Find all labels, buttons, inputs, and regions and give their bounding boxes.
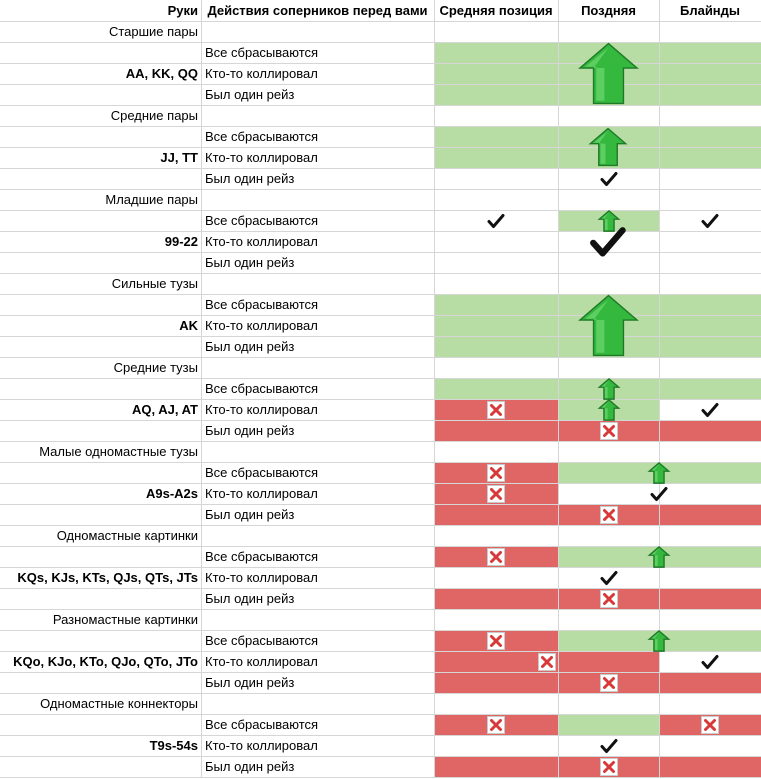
header-actions: Действия соперников перед вами — [207, 3, 428, 18]
action-label: Был один рейз — [205, 675, 295, 690]
category-label: Малые одномастные тузы — [39, 444, 198, 459]
cross-icon — [487, 632, 505, 650]
fold-cell — [434, 420, 558, 441]
row-divider — [0, 336, 761, 337]
row-divider — [0, 147, 761, 148]
check-icon — [589, 225, 627, 259]
check-icon — [701, 654, 719, 670]
row-divider — [0, 273, 761, 274]
fold-cell — [434, 756, 558, 777]
raise-arrow-icon — [575, 292, 642, 359]
cross-icon — [487, 548, 505, 566]
row-divider — [0, 252, 761, 253]
row-divider — [0, 420, 761, 421]
header-middle-position: Средняя позиция — [439, 3, 553, 18]
category-label: Старшие пары — [108, 24, 198, 39]
raise-cell — [659, 630, 761, 651]
raise-cell — [659, 42, 761, 63]
check-icon — [650, 486, 668, 502]
fold-cell — [558, 651, 659, 672]
action-label: Все сбрасываются — [205, 45, 319, 60]
raise-cell — [659, 84, 761, 105]
row-divider — [0, 105, 761, 106]
raise-cell — [659, 546, 761, 567]
category-label: Средние тузы — [113, 360, 198, 375]
action-label: Был один рейз — [205, 255, 295, 270]
raise-cell — [659, 315, 761, 336]
row-divider — [0, 441, 761, 442]
row-divider — [0, 672, 761, 673]
action-label: Кто-то коллировал — [205, 486, 318, 501]
raise-arrow-icon — [647, 461, 671, 485]
cross-icon — [538, 653, 556, 671]
action-label: Кто-то коллировал — [205, 150, 318, 165]
hand-label: A9s-A2s — [145, 486, 198, 501]
cross-icon — [701, 716, 719, 734]
fold-cell — [434, 504, 558, 525]
raise-cell — [659, 147, 761, 168]
action-label: Кто-то коллировал — [205, 570, 318, 585]
action-label: Был один рейз — [205, 423, 295, 438]
raise-cell — [434, 84, 558, 105]
row-divider — [0, 693, 761, 694]
action-label: Кто-то коллировал — [205, 66, 318, 81]
raise-cell — [434, 126, 558, 147]
raise-cell — [434, 147, 558, 168]
row-divider — [0, 189, 761, 190]
category-label: Младшие пары — [105, 192, 198, 207]
header-blinds: Блайнды — [679, 3, 741, 18]
hand-label: 99-22 — [164, 234, 198, 249]
raise-cell — [659, 63, 761, 84]
check-icon — [487, 213, 505, 229]
raise-arrow-icon — [597, 398, 621, 422]
row-divider — [0, 504, 761, 505]
raise-cell — [434, 63, 558, 84]
row-divider — [0, 714, 761, 715]
action-label: Все сбрасываются — [205, 717, 319, 732]
row-divider — [0, 525, 761, 526]
action-label: Был один рейз — [205, 87, 295, 102]
cross-icon — [487, 401, 505, 419]
category-label: Одномастные картинки — [56, 528, 198, 543]
category-label: Разномастные картинки — [52, 612, 198, 627]
row-divider — [0, 168, 761, 169]
hand-label: AK — [179, 318, 198, 333]
raise-cell — [558, 714, 659, 735]
hand-label: AA, KK, QQ — [125, 66, 198, 81]
category-label: Сильные тузы — [111, 276, 198, 291]
action-label: Все сбрасываются — [205, 129, 319, 144]
action-label: Кто-то коллировал — [205, 234, 318, 249]
action-label: Все сбрасываются — [205, 381, 319, 396]
fold-cell — [659, 588, 761, 609]
row-divider — [0, 609, 761, 610]
row-divider — [0, 378, 761, 379]
cross-icon — [600, 758, 618, 776]
action-label: Все сбрасываются — [205, 549, 319, 564]
action-label: Был один рейз — [205, 171, 295, 186]
row-divider — [0, 21, 761, 22]
cross-icon — [600, 674, 618, 692]
fold-cell — [659, 672, 761, 693]
action-label: Был один рейз — [205, 339, 295, 354]
row-divider — [0, 588, 761, 589]
column-divider — [558, 0, 559, 777]
check-icon — [701, 213, 719, 229]
row-divider — [0, 735, 761, 736]
raise-cell — [434, 336, 558, 357]
raise-cell — [434, 42, 558, 63]
row-divider — [0, 756, 761, 757]
cross-icon — [600, 506, 618, 524]
action-label: Все сбрасываются — [205, 465, 319, 480]
row-divider — [0, 294, 761, 295]
action-label: Кто-то коллировал — [205, 654, 318, 669]
hand-label: KQs, KJs, KTs, QJs, QTs, JTs — [17, 570, 198, 585]
fold-cell — [659, 420, 761, 441]
row-divider — [0, 357, 761, 358]
raise-arrow-icon — [587, 126, 629, 168]
action-label: Был один рейз — [205, 591, 295, 606]
raise-cell — [659, 126, 761, 147]
category-label: Средние пары — [110, 108, 198, 123]
raise-cell — [659, 336, 761, 357]
cross-icon — [600, 590, 618, 608]
row-divider — [0, 315, 761, 316]
check-icon — [600, 570, 618, 586]
raise-cell — [659, 462, 761, 483]
row-divider — [0, 210, 761, 211]
row-divider — [0, 63, 761, 64]
action-label: Все сбрасываются — [205, 633, 319, 648]
raise-cell — [434, 378, 558, 399]
check-icon — [600, 738, 618, 754]
raise-cell — [558, 462, 659, 483]
column-divider — [659, 0, 660, 777]
raise-arrow-icon — [647, 629, 671, 653]
row-divider — [0, 84, 761, 85]
hand-label: JJ, TT — [160, 150, 198, 165]
hand-label: T9s-54s — [149, 738, 198, 753]
cross-icon — [487, 464, 505, 482]
action-label: Все сбрасываются — [205, 297, 319, 312]
hand-label: KQo, KJo, KTo, QJo, QTo, JTo — [13, 654, 198, 669]
raise-arrow-icon — [575, 40, 642, 107]
action-label: Кто-то коллировал — [205, 318, 318, 333]
hand-label: AQ, AJ, AT — [132, 402, 198, 417]
row-divider — [0, 399, 761, 400]
action-label: Кто-то коллировал — [205, 402, 318, 417]
check-icon — [701, 402, 719, 418]
row-divider — [0, 42, 761, 43]
cross-icon — [600, 422, 618, 440]
action-label: Кто-то коллировал — [205, 738, 318, 753]
fold-cell — [434, 672, 558, 693]
row-divider — [0, 231, 761, 232]
raise-cell — [434, 315, 558, 336]
fold-cell — [434, 588, 558, 609]
raise-cell — [558, 546, 659, 567]
fold-cell — [659, 504, 761, 525]
row-divider — [0, 126, 761, 127]
raise-cell — [558, 630, 659, 651]
column-divider — [201, 0, 202, 777]
raise-cell — [659, 294, 761, 315]
column-divider — [434, 0, 435, 777]
action-label: Был один рейз — [205, 507, 295, 522]
cross-icon — [487, 485, 505, 503]
header-late-position: Поздняя — [581, 3, 636, 18]
header-hands: Руки — [167, 3, 198, 18]
category-label: Одномастные коннекторы — [40, 696, 198, 711]
fold-cell — [659, 756, 761, 777]
cross-icon — [487, 716, 505, 734]
action-label: Все сбрасываются — [205, 213, 319, 228]
check-icon — [600, 171, 618, 187]
raise-arrow-icon — [647, 545, 671, 569]
action-label: Был один рейз — [205, 759, 295, 774]
raise-cell — [659, 378, 761, 399]
raise-cell — [434, 294, 558, 315]
